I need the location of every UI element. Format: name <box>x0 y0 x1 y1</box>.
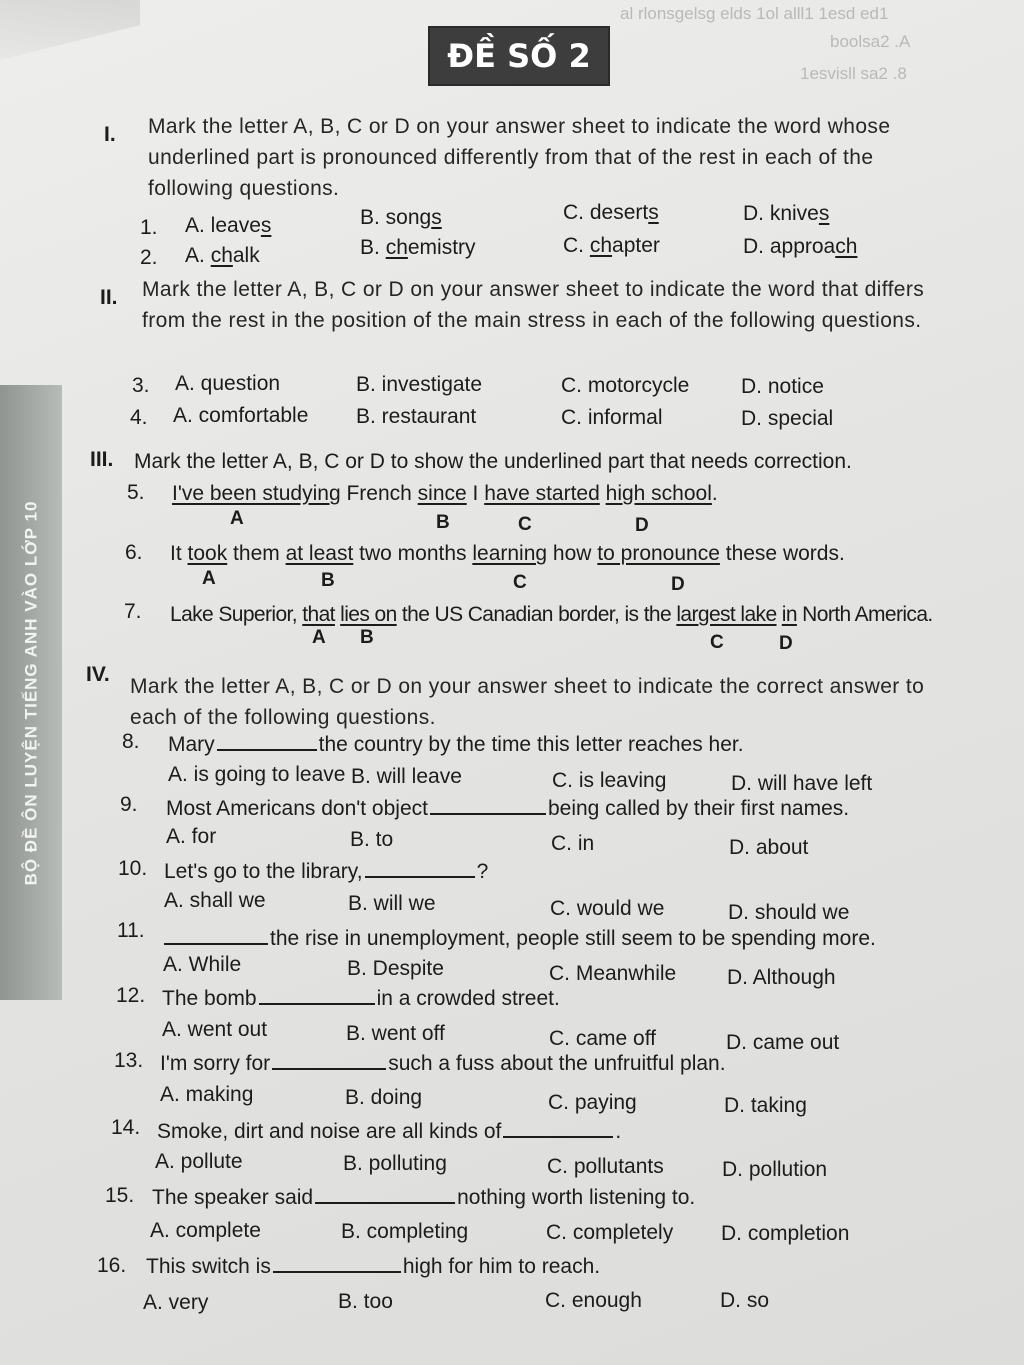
q13-option-d: D. taking <box>724 1094 807 1117</box>
q10-stem: Let's go to the library, ? <box>164 860 489 883</box>
q16-number: 16. <box>97 1254 127 1277</box>
q13-option-b: B. doing <box>345 1086 423 1109</box>
q1-option-d: D. knives <box>743 202 830 225</box>
q9-stem: Most Americans don't object being called by their first names. <box>166 797 850 820</box>
q5-mark-c: C <box>518 514 532 535</box>
q8-option-d: D. will have left <box>731 772 873 795</box>
q13-stem: I'm sorry for such a fuss about the unfruitful plan. <box>160 1052 726 1075</box>
q3-number: 3. <box>132 374 150 397</box>
q11-option-c: C. Meanwhile <box>549 962 677 985</box>
answer-blank <box>164 925 268 945</box>
q1-option-b: B. songs <box>360 206 442 229</box>
q1-option-a: A. leaves <box>185 214 272 237</box>
answer-blank <box>315 1184 455 1204</box>
q5-mark-b: B <box>436 512 450 533</box>
q6-number: 6. <box>125 541 143 564</box>
q1-option-c: C. deserts <box>563 201 659 224</box>
q11-option-a: A. While <box>163 953 242 976</box>
q10-number: 10. <box>118 857 148 880</box>
q14-option-a: A. pollute <box>155 1150 243 1173</box>
q1-number: 1. <box>140 216 158 239</box>
q2-option-a: A. chalk <box>185 244 260 267</box>
q6-sentence: It took them at least two months learning how to pronounce these words. <box>170 542 845 565</box>
q8-option-b: B. will leave <box>351 765 462 788</box>
q6-mark-c: C <box>513 572 527 593</box>
q16-stem: This switch is high for him to reach. <box>146 1255 601 1278</box>
section-3-roman: III. <box>90 448 114 471</box>
bleed-through-text: 1esvisll sa2 .8 <box>800 64 907 83</box>
q9-option-d: D. about <box>729 836 809 859</box>
q10-option-d: D. should we <box>728 901 850 924</box>
q4-option-a: A. comfortable <box>173 404 309 427</box>
q6-mark-b: B <box>321 570 335 591</box>
book-spine <box>0 385 62 1000</box>
section-4-instruction: Mark the letter A, B, C or D on your answer sheet to indicate the correct answer to each of the following questions. <box>130 675 925 729</box>
spine-text: BỘ ĐỀ ÔN LUYỆN TIẾNG ANH VÀO LỚP 10 <box>21 500 41 885</box>
q9-option-a: A. for <box>166 825 217 848</box>
q7-mark-a: A <box>312 627 326 648</box>
q14-option-b: B. polluting <box>343 1152 447 1175</box>
q4-option-b: B. restaurant <box>356 405 477 428</box>
q14-number: 14. <box>111 1116 141 1139</box>
q7-mark-c: C <box>710 632 724 653</box>
q8-number: 8. <box>122 730 140 753</box>
q8-option-a: A. is going to leave <box>168 763 346 786</box>
exam-title: ĐỀ SỐ 2 <box>428 26 610 86</box>
q12-option-c: C. came off <box>549 1027 656 1050</box>
q9-number: 9. <box>120 793 138 816</box>
q3-option-b: B. investigate <box>356 373 483 396</box>
q5-sentence: I've been studying French since I have started high school. <box>172 482 718 505</box>
q15-number: 15. <box>105 1184 135 1207</box>
q12-option-b: B. went off <box>346 1022 445 1045</box>
q11-option-d: D. Although <box>727 966 836 989</box>
q5-mark-a: A <box>230 508 244 529</box>
q16-option-c: C. enough <box>545 1289 642 1312</box>
q4-number: 4. <box>130 406 148 429</box>
q11-stem: the rise in unemployment, people still seem to be spending more. <box>162 925 876 951</box>
q2-option-c: C. chapter <box>563 234 660 257</box>
q7-mark-d: D <box>779 633 793 654</box>
section-2-roman: II. <box>100 286 118 309</box>
q15-option-d: D. completion <box>721 1222 850 1245</box>
q13-number: 13. <box>114 1049 144 1072</box>
q6-mark-d: D <box>671 574 685 595</box>
q6-mark-a: A <box>202 568 216 589</box>
q14-option-d: D. pollution <box>722 1158 828 1181</box>
q12-option-a: A. went out <box>162 1018 268 1041</box>
section-4-roman: IV. <box>86 663 110 686</box>
q14-stem: Smoke, dirt and noise are all kinds of . <box>157 1120 622 1143</box>
answer-blank <box>259 985 375 1005</box>
q16-option-d: D. so <box>720 1289 770 1312</box>
q16-option-a: A. very <box>143 1291 209 1314</box>
q12-number: 12. <box>116 984 146 1007</box>
q11-option-b: B. Despite <box>347 957 444 980</box>
q11-number: 11. <box>117 919 145 942</box>
q16-option-b: B. too <box>338 1290 393 1313</box>
q14-option-c: C. pollutants <box>547 1155 664 1178</box>
q5-number: 5. <box>127 481 145 504</box>
q15-stem: The speaker said nothing worth listening to. <box>152 1186 696 1209</box>
q3-option-a: A. question <box>175 372 281 395</box>
answer-blank <box>430 795 546 815</box>
answer-blank <box>217 731 317 751</box>
section-3-instruction: Mark the letter A, B, C or D to show the underlined part that needs correction. <box>134 450 852 473</box>
q3-option-d: D. notice <box>741 375 824 398</box>
q4-option-d: D. special <box>741 407 834 430</box>
section-2-instruction: Mark the letter A, B, C or D on your answer sheet to indicate the word that differs from the rest in the position of the main stress in each of the following questions. <box>142 278 925 332</box>
q4-option-c: C. informal <box>561 406 663 429</box>
q9-option-c: C. in <box>551 832 595 855</box>
q15-option-c: C. completely <box>546 1221 674 1244</box>
q15-option-a: A. complete <box>150 1219 261 1242</box>
q12-option-d: D. came out <box>726 1031 840 1054</box>
q13-option-c: C. paying <box>548 1091 637 1114</box>
q7-number: 7. <box>124 600 142 623</box>
q3-option-c: C. motorcycle <box>561 374 690 397</box>
bleed-through-text: boolsa2 .A <box>830 32 911 51</box>
q5-mark-d: D <box>635 515 649 536</box>
bleed-through-text: al rlonsgelsg elds 1ol alll1 1esd ed1 <box>620 4 889 23</box>
section-1-roman: I. <box>104 123 116 146</box>
q9-option-b: B. to <box>350 828 394 851</box>
q15-option-b: B. completing <box>341 1220 469 1243</box>
answer-blank <box>272 1050 386 1070</box>
q12-stem: The bomb in a crowded street. <box>162 987 560 1010</box>
q2-option-d: D. approach <box>743 235 858 258</box>
section-1-instruction: Mark the letter A, B, C or D on your answer sheet to indicate the word whose underlined part is pronounced differently from that of the rest in each of the following questions. <box>148 115 891 200</box>
q10-option-b: B. will we <box>348 892 436 915</box>
q10-option-a: A. shall we <box>164 889 266 912</box>
answer-blank <box>503 1118 613 1138</box>
q7-mark-b: B <box>360 627 374 648</box>
answer-blank <box>273 1253 401 1273</box>
q7-sentence: Lake Superior, that lies on the US Canadian border, is the largest lake in North America. <box>170 603 933 626</box>
q13-option-a: A. making <box>160 1083 254 1106</box>
q8-option-c: C. is leaving <box>552 769 667 792</box>
answer-blank <box>365 858 475 878</box>
q2-option-b: B. chemistry <box>360 236 476 259</box>
q8-stem: Mary the country by the time this letter reaches her. <box>168 733 744 756</box>
q2-number: 2. <box>140 246 158 269</box>
q10-option-c: C. would we <box>550 897 665 920</box>
